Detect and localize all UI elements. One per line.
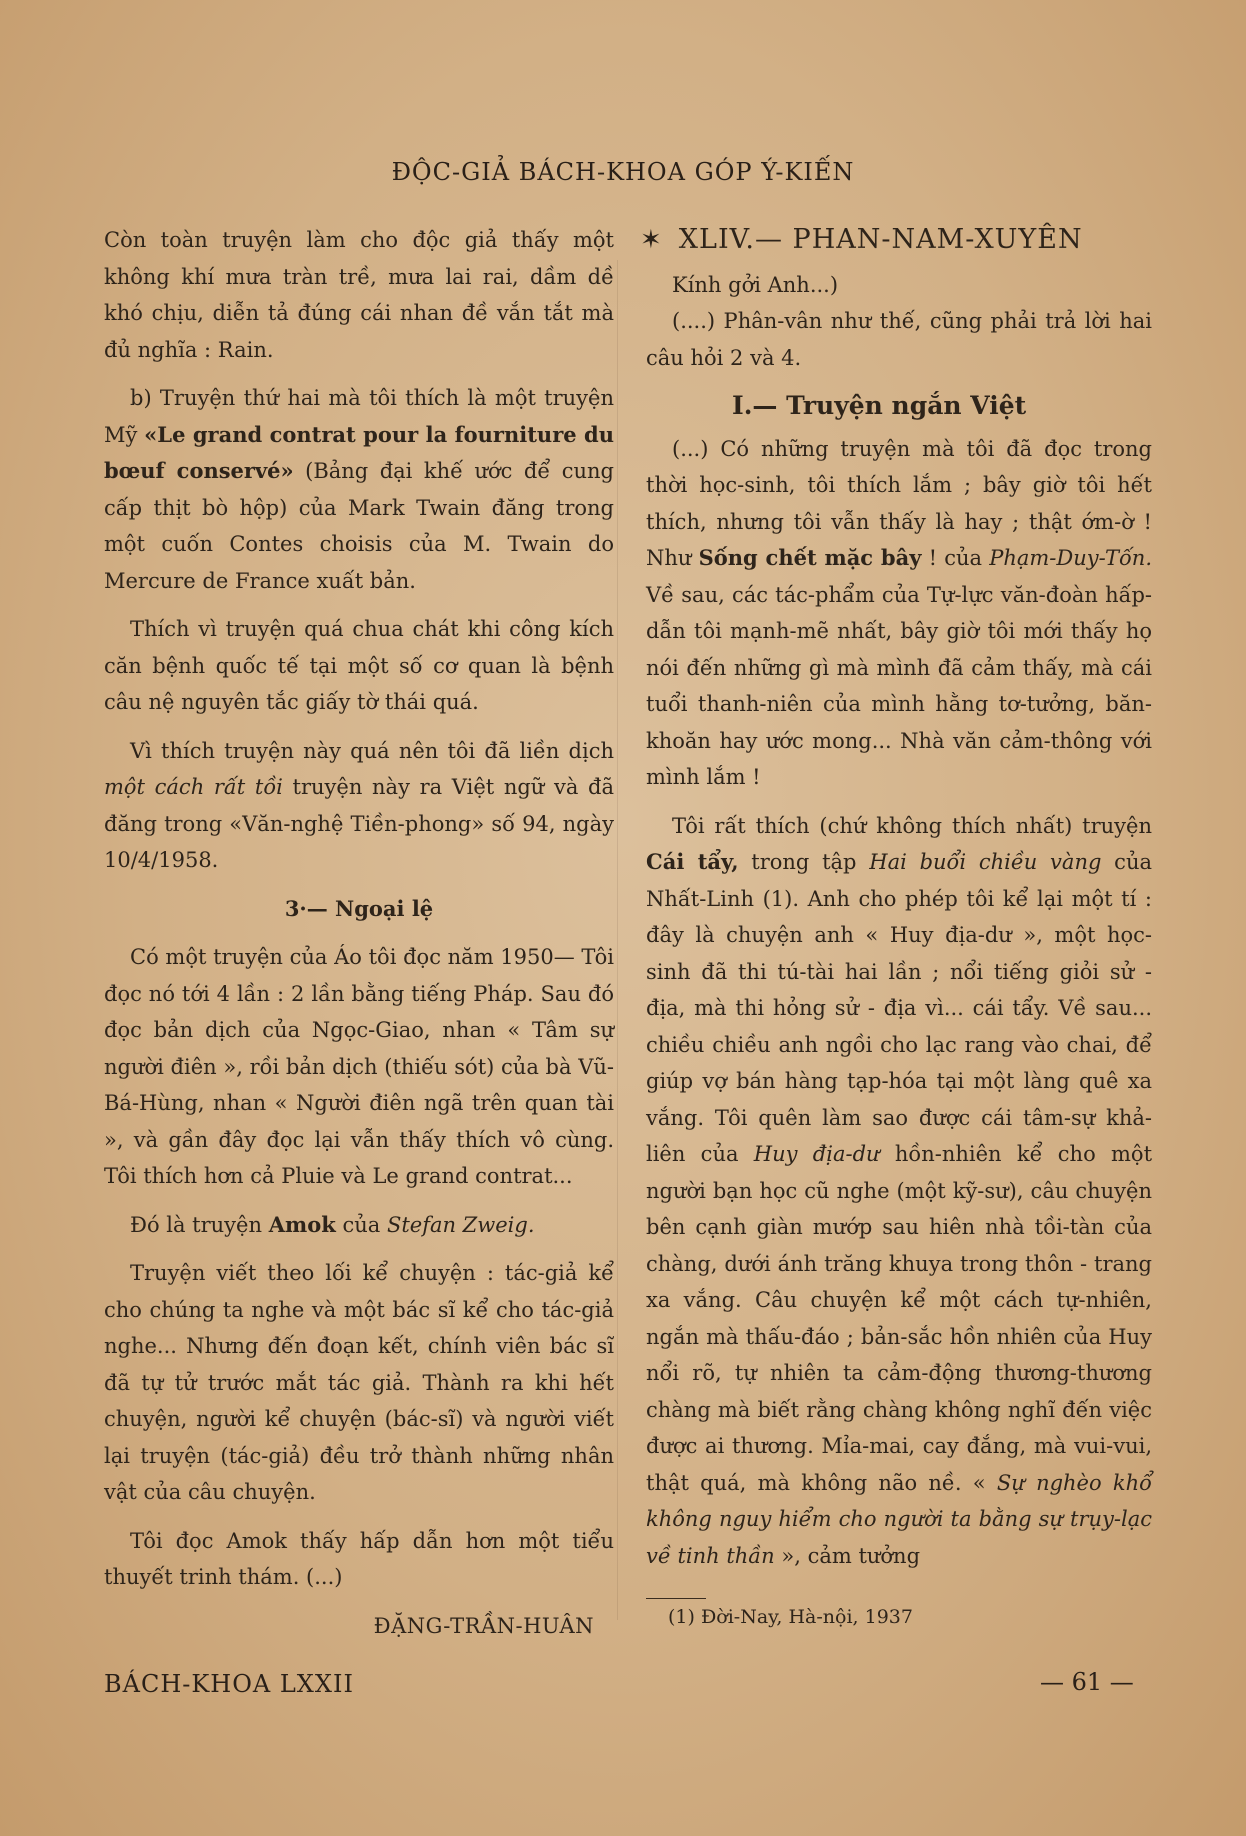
text-run: Vì thích truyện này quá nên tôi đã liền dịch: [130, 738, 614, 763]
left-paragraph-7: Truyện viết theo lối kể chuyện : tác-giả kể cho chúng ta nghe và một bác sĩ kể cho tác-giả nghe... Nhưng đến đoạn kết, chính viên bác sĩ đã tự tử trước mắt tác giả. Thành ra khi hết chuyện, người kể chuyện (bác-sĩ) và người viết lại truyện (tác-giả) đều trở thành những nhân vật của câu chuyện.: [104, 1261, 614, 1504]
story-title: Cái tẩy,: [646, 849, 739, 874]
footnote-rule: [646, 1598, 706, 1599]
quotation: Sự nghèo khổ không nguy hiểm cho người ta bằng sự trụy-lạc về tinh thần: [646, 1470, 1152, 1568]
left-column: [104, 222, 614, 1644]
left-paragraph-3: Thích vì truyện quá chua chát khi công kích căn bệnh quốc tế tại một số cơ quan là bệnh câu nệ nguyên tắc giấy tờ thái quá.: [104, 617, 614, 714]
text-run: b) Truyện thứ hai mà tôi thích là một truyện Mỹ: [104, 386, 614, 447]
author-name: Phạm-Duy-Tốn.: [989, 546, 1152, 570]
right-paragraph-1: (....) Phân-vân như thế, cũng phải trả lời hai câu hỏi 2 và 4.: [646, 309, 1152, 370]
left-paragraph-1: Còn toàn truyện làm cho độc giả thấy một không khí mưa tràn trề, mưa lai rai, dầm dề khó chịu, diễn tả đúng cái nhan đề vắn tắt mà đủ nghĩa : Rain.: [104, 228, 614, 362]
page-header: ĐỘC-GIẢ BÁCH-KHOA GÓP Ý-KIẾN: [391, 158, 855, 186]
section-title: [640, 222, 1152, 259]
text-run: trong tập: [738, 850, 870, 874]
text-run: (Bảng đại khế ước để cung cấp thịt bò hộp) của Mark Twain đăng trong một cuốn Contes choisis của M. Twain do Mercure de France xuất bản.: [104, 459, 614, 593]
right-column: [640, 222, 1153, 1586]
left-paragraph-5: Có một truyện của Áo tôi đọc năm 1950— Tôi đọc nó tới 4 lần : 2 lần bằng tiếng Pháp. Sau đó đọc bản dịch của Ngọc-Giao, nhan « Tâm sự người điên », rồi bản dịch (thiếu sót) của bà Vũ-Bá-Hùng, nhan « Người điên ngã trên quan tài », và gần đây đọc lại vẫn thấy thích vô cùng. Tôi thích hơn cả Pluie và Le grand contrat...: [104, 945, 614, 1188]
author-signature: ĐẶNG-TRẦN-HUÂN: [373, 1613, 594, 1638]
text-run: truyện này ra Việt ngữ và đã đăng trong «Văn-nghệ Tiền-phong» số 94, ngày 10/4/1958.: [104, 775, 614, 872]
left-paragraph-6: [104, 1207, 614, 1244]
text-run: », cảm tưởng: [774, 1543, 921, 1568]
section-title-text: XLIV.— PHAN-NAM-XUYÊN: [678, 224, 1083, 255]
left-paragraph-4: [104, 733, 614, 879]
column-divider: [617, 260, 618, 1620]
story-title-en: «Le grand contrat pour la fourniture du bœuf conservé»: [104, 421, 614, 483]
text-run: của: [335, 1212, 387, 1237]
right-paragraph-3: [646, 808, 1152, 1575]
page-number: — 61 —: [1040, 1668, 1134, 1696]
text-run: (...) Có những truyện mà tôi đã đọc trong thời học-sinh, tôi thích lắm ; bây giờ tôi hết thích, nhưng tôi vẫn thấy là hay ; thật ớm-ờ ! Như: [646, 436, 1152, 570]
collection-title: Hai buổi chiều vàng: [869, 850, 1102, 874]
character-name: Huy địa-dư: [753, 1142, 880, 1166]
text-run: Về sau, các tác-phẩm của Tự-lực văn-đoàn hấp-dẫn tôi mạnh-mẽ nhất, bây giờ tôi mới thấy họ nói đến những gì mà mình đã cảm thấy, mà cái tuổi thanh-niên của mình hằng tơ-tưởng, băn-khoăn hay ước mong... Nhà văn cảm-thông với mình lắm !: [646, 582, 1152, 789]
text-run: ! của: [921, 546, 990, 570]
sub-heading: I.— Truyện ngắn Việt: [732, 391, 1027, 420]
star-icon: ✶: [640, 225, 663, 255]
text-run: hồn-nhiên kể cho một người bạn học cũ nghe (một kỹ-sư), câu chuyện bên cạnh giàn mướp sau hiên nhà tồi-tàn của chàng, dưới ánh trăng khuya trong thôn - trang xa vắng. Câu chuyện kể một cách tự-nhiên, ngắn mà thấu-đáo ; bản-sắc hồn nhiên của Huy nổi rõ, tự nhiên ta cảm-động thương-thương chàng mà biết rằng chàng không nghĩ đến việc được ai thương. Mỉa-mai, cay đắng, mà vui-vui, thật quá, mà không não nề. «: [646, 1142, 1153, 1495]
section-heading: 3·— Ngoại lệ: [284, 895, 434, 921]
left-paragraph-8: Tôi đọc Amok thấy hấp dẫn hơn một tiểu thuyết trinh thám. (...): [104, 1528, 614, 1589]
publication-name: BÁCH-KHOA LXXII: [104, 1670, 354, 1698]
left-paragraph-2: [104, 380, 614, 599]
footnote: (1) Đời-Nay, Hà-nội, 1937: [668, 1606, 913, 1628]
text-run: của Nhất-Linh (1). Anh cho phép tôi kể lại một tí : đây là chuyện anh « Huy địa-dư », một học-sinh đã thi tú-tài hai lần ; nổi tiếng giỏi sử - địa, mà thi hỏng sử - địa vì... cái tẩy. Về sau... chiều chiều anh ngồi cho lạc rang vào chai, để giúp vợ bán hàng tạp-hóa tại một làng quê xa vắng. Tôi quên làm sao được cái tâm-sự khả-liên của: [646, 850, 1152, 1166]
story-title: Sống chết mặc bây: [698, 545, 922, 570]
italic-text: một cách rất tồi: [104, 775, 283, 799]
text-run: Tôi rất thích (chứ không thích nhất) truyện: [672, 813, 1152, 838]
right-paragraph-2: [646, 431, 1152, 796]
author-name: Stefan Zweig.: [386, 1212, 535, 1237]
story-title: Amok: [268, 1211, 336, 1237]
text-run: Đó là truyện: [130, 1212, 269, 1237]
greeting: Kính gởi Anh...): [672, 272, 839, 297]
